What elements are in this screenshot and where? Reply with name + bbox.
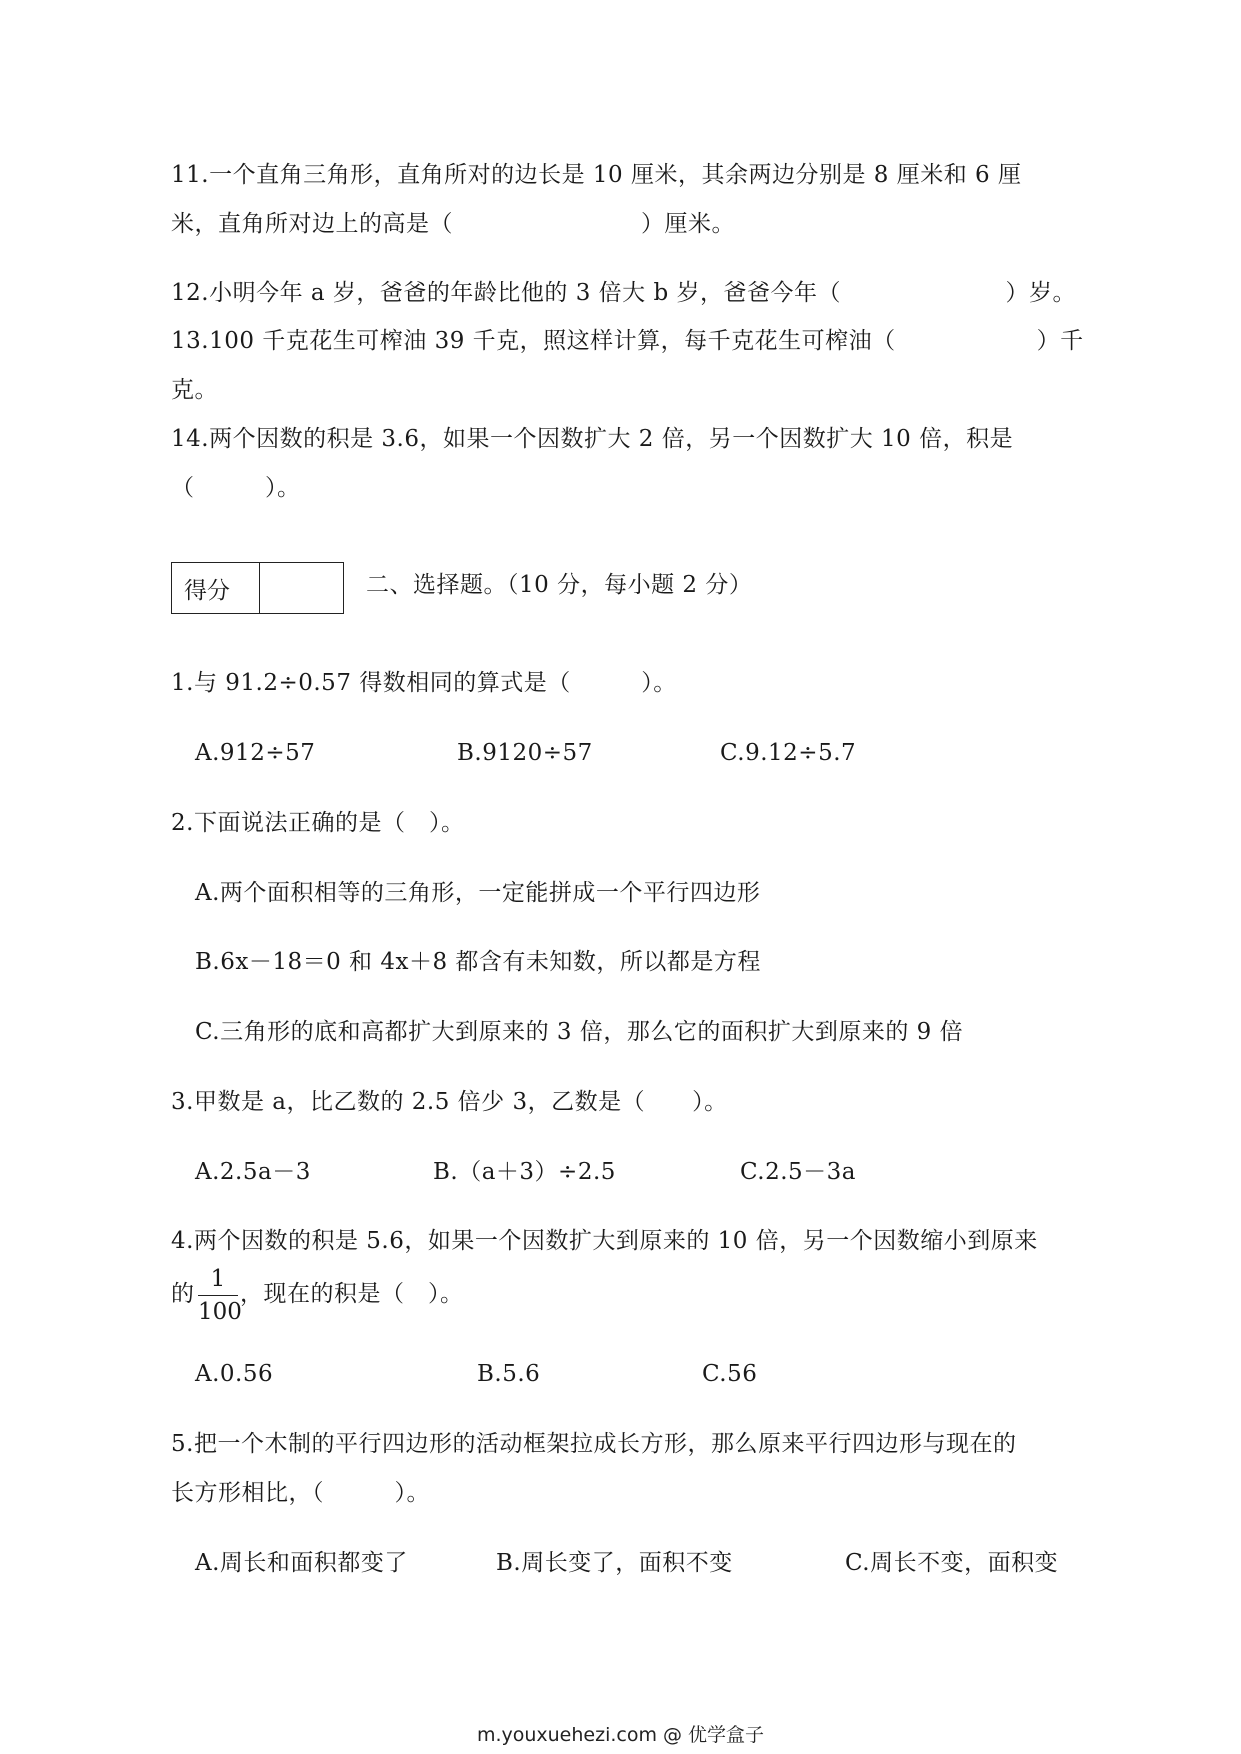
question-2-stem: 2.下面说法正确的是（ ）。	[171, 810, 465, 836]
question-11-line-1: 11.一个直角三角形，直角所对的边长是 10 厘米，其余两边分别是 8 厘米和 6 厘	[171, 162, 1022, 188]
footer-watermark: m.youxuehezi.com @ 优学盒子	[476, 1724, 765, 1746]
question-1-stem: 1.与 91.2÷0.57 得数相同的算式是（ ）。	[171, 670, 677, 696]
question-5-stem-line-1: 5.把一个木制的平行四边形的活动框架拉成长方形，那么原来平行四边形与现在的	[171, 1431, 1017, 1457]
question-4-option-a: A.0.56	[195, 1361, 274, 1387]
question-14-line-1: 14.两个因数的积是 3.6，如果一个因数扩大 2 倍，另一个因数扩大 10 倍，积是	[171, 426, 1014, 452]
question-13-line-1: 13.100 千克花生可榨油 39 千克，照这样计算，每千克花生可榨油（ ）千	[171, 328, 1084, 354]
question-5-stem-line-2: 长方形相比，（ ）。	[171, 1480, 430, 1506]
question-3-option-b: B.（a＋3）÷2.5	[433, 1159, 616, 1185]
question-3-option-c: C.2.5－3a	[740, 1159, 857, 1185]
question-5-option-a: A.周长和面积都变了	[195, 1550, 408, 1576]
score-box	[171, 562, 344, 614]
question-12: 12.小明今年 a 岁，爸爸的年龄比他的 3 倍大 b 岁，爸爸今年（ ）岁。	[171, 280, 1077, 306]
question-4-option-b: B.5.6	[477, 1361, 541, 1387]
score-blank	[260, 563, 343, 613]
question-13-line-2: 克。	[171, 377, 218, 403]
score-label: 得分	[172, 563, 260, 613]
question-5-option-c: C.周长不变，面积变	[845, 1550, 1059, 1576]
fraction-bar	[198, 1295, 238, 1296]
question-3-stem: 3.甲数是 a，比乙数的 2.5 倍少 3，乙数是（ ）。	[171, 1089, 728, 1115]
question-11-line-2: 米，直角所对边上的高是（ ）厘米。	[171, 211, 735, 237]
fraction-one-hundredth	[198, 1265, 242, 1326]
question-2-option-c: C.三角形的底和高都扩大到原来的 3 倍，那么它的面积扩大到原来的 9 倍	[195, 1019, 964, 1045]
question-14-line-2: （ ）。	[171, 475, 301, 501]
question-4-stem-line-1: 4.两个因数的积是 5.6，如果一个因数扩大到原来的 10 倍，另一个因数缩小到原来	[171, 1228, 1038, 1254]
question-4-stem-prefix: 的	[171, 1281, 195, 1307]
question-5-option-b: B.周长变了，面积不变	[496, 1550, 733, 1576]
question-2-option-a: A.两个面积相等的三角形，一定能拼成一个平行四边形	[195, 880, 761, 906]
section-2-title: 二、选择题。（10 分，每小题 2 分）	[366, 572, 753, 598]
fraction-denominator: 100	[198, 1299, 242, 1325]
question-4-option-c: C.56	[702, 1361, 758, 1387]
question-2-option-b: B.6x－18＝0 和 4x＋8 都含有未知数，所以都是方程	[195, 949, 761, 975]
question-3-option-a: A.2.5a－3	[195, 1159, 311, 1185]
question-1-option-a: A.912÷57	[195, 740, 316, 766]
question-1-option-c: C.9.12÷5.7	[720, 740, 857, 766]
question-1-option-b: B.9120÷57	[457, 740, 593, 766]
question-4-stem-suffix: ，现在的积是（ ）。	[240, 1281, 464, 1307]
fraction-numerator: 1	[210, 1266, 226, 1292]
